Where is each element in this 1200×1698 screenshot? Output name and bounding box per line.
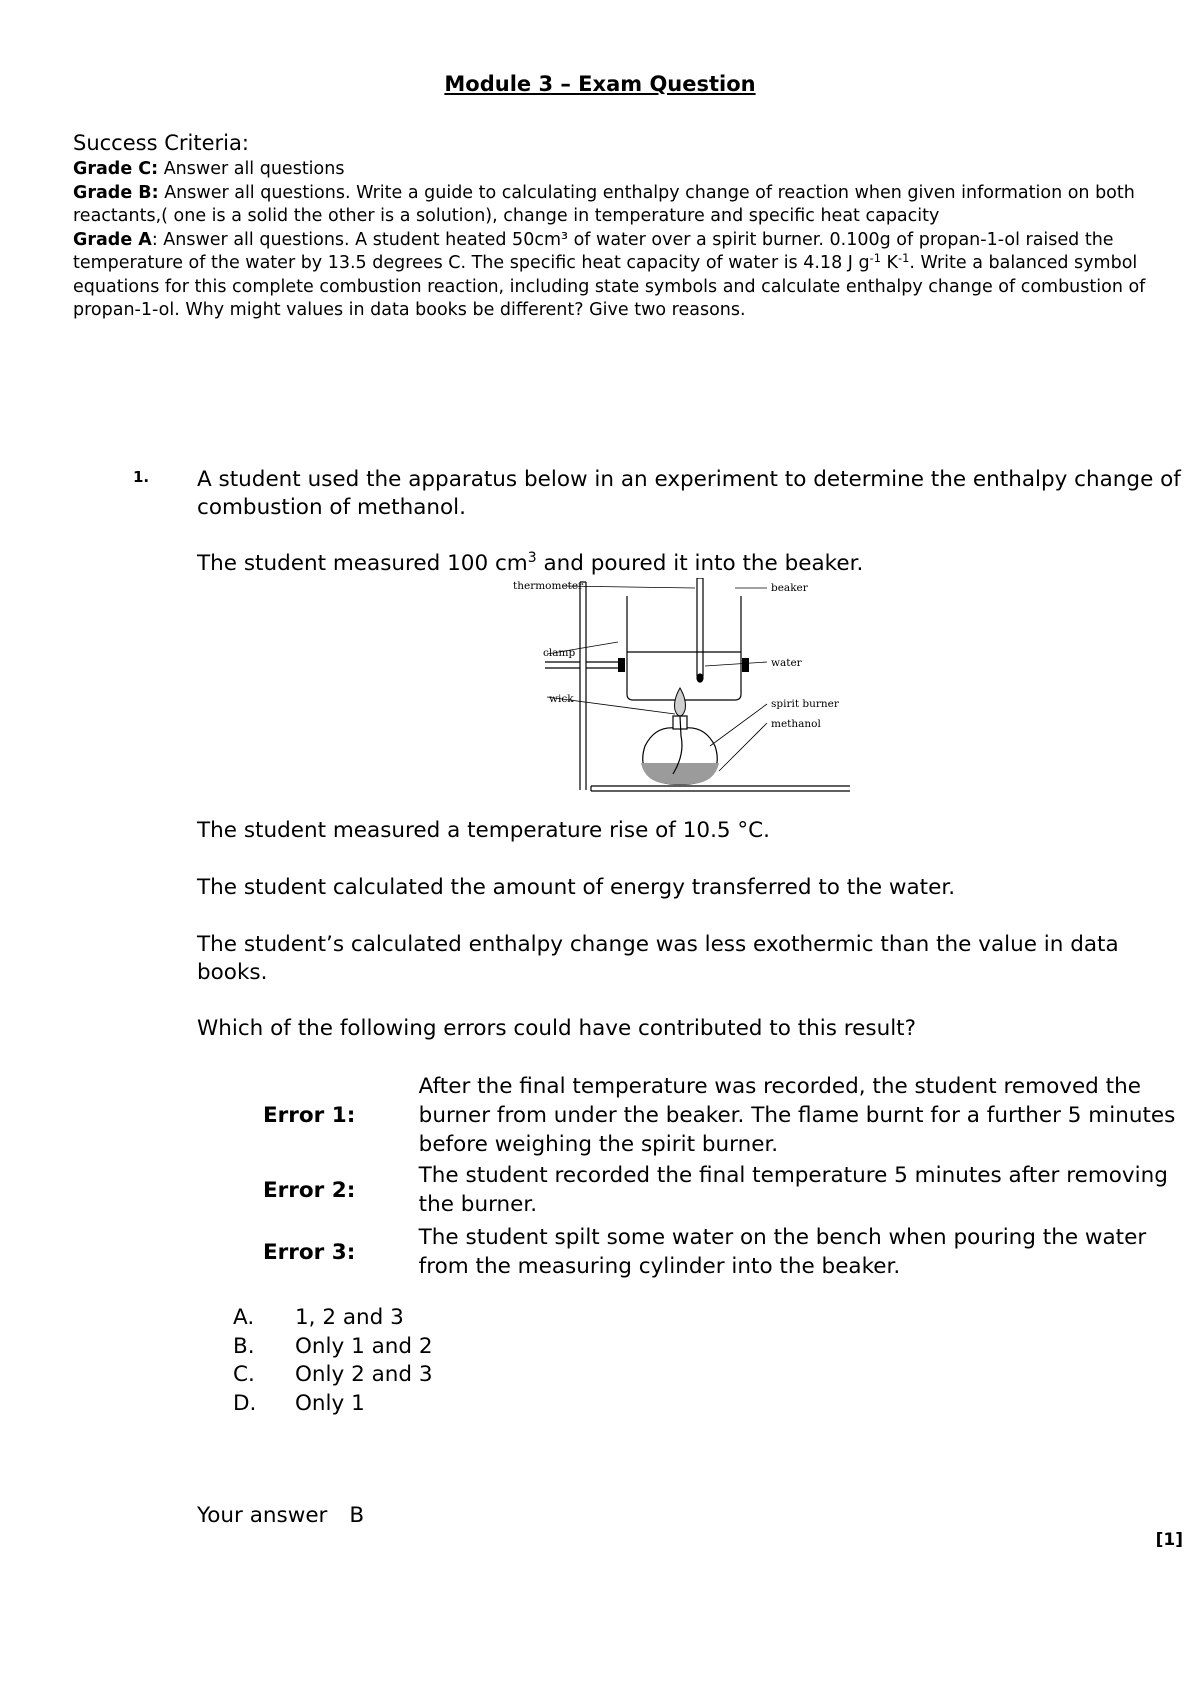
label-beaker: beaker <box>771 582 808 594</box>
error-3-text: The student spilt some water on the bench when pouring the water from the measuring cylinder into the beaker. <box>418 1225 1147 1279</box>
option-a-text: 1, 2 and 3 <box>295 1305 404 1330</box>
option-c <box>233 1361 433 1390</box>
success-criteria <box>73 128 1153 323</box>
energy-text: The student calculated the amount of energy transferred to the water. <box>197 875 956 900</box>
grade-a-label: Grade A <box>73 229 152 250</box>
error-row-3 <box>197 1221 1187 1283</box>
thermometer <box>697 578 703 682</box>
grade-b-label: Grade B: <box>73 182 159 203</box>
error-2-text: The student recorded the final temperature 5 minutes after removing the burner. <box>418 1163 1168 1217</box>
question-number: 1. <box>133 468 150 486</box>
grade-a-text-3: . Write a balanced symbol equations for this complete combustion reaction, including state symbols and calculate enthalpy change of combustion of propan-1-ol. Why might values in data books be different? Give two reasons. <box>73 253 1146 320</box>
page-title: Module 3 – Exam Question <box>444 72 756 96</box>
option-d-letter: D. <box>233 1390 257 1416</box>
flame <box>675 688 686 716</box>
grade-b <box>73 182 1153 229</box>
error-row-1 <box>197 1072 1187 1159</box>
grade-c-text: Answer all questions <box>158 159 345 179</box>
label-methanol: methanol <box>771 718 821 730</box>
error-2-label: Error 2: <box>263 1177 356 1203</box>
error-1-text: After the final temperature was recorded, the student removed the burner from under the beaker. The flame burnt for a further 5 minutes before weighing the spirit burner. <box>418 1074 1176 1157</box>
question-intro: A student used the apparatus below in an experiment to determine the enthalpy change of combustion of methanol. <box>197 467 1181 520</box>
answer-value: B <box>349 1503 365 1528</box>
option-a <box>233 1304 433 1333</box>
grade-c-label: Grade C: <box>73 159 159 179</box>
error-1-label: Error 1: <box>263 1103 356 1128</box>
measured-sup: 3 <box>527 550 537 567</box>
option-d <box>233 1390 433 1419</box>
grade-c <box>73 158 1153 182</box>
clamp-grip-left <box>618 658 625 672</box>
grade-a-text-2: K <box>880 253 898 273</box>
measured-pre: The student measured 100 cm <box>197 551 528 576</box>
question-measured <box>197 550 1187 578</box>
grade-a-text-1: : Answer all questions. A student heated 50cm³ of water over a spirit burner. 0.100g of propan-1-ol raised the temperature of the water by 13.5 degrees C. The specific heat capacity of water is 4.18 J g <box>73 229 1114 273</box>
label-thermometer: thermometer <box>513 580 584 592</box>
answer-label: Your answer <box>197 1503 328 1528</box>
which-text: Which of the following errors could have contributed to this result? <box>197 1016 917 1041</box>
label-spirit-burner: spirit burner <box>771 698 839 710</box>
option-b <box>233 1333 433 1362</box>
answer-options <box>233 1304 433 1418</box>
option-b-text: Only 1 and 2 <box>295 1333 433 1359</box>
grade-a-sup-2: -1 <box>897 250 910 265</box>
label-clamp: clamp <box>543 647 576 659</box>
beaker <box>627 596 741 700</box>
grade-a <box>73 229 1153 323</box>
label-water: water <box>771 657 802 669</box>
option-b-letter: B. <box>233 1333 255 1359</box>
option-a-letter: A. <box>233 1305 255 1330</box>
label-wick: wick <box>549 693 574 705</box>
marks: [1] <box>1155 1530 1183 1550</box>
measured-post: and poured it into the beaker. <box>536 551 864 576</box>
grade-b-text: Answer all questions. Write a guide to calculating enthalpy change of reaction when given information on both reactants,( one is a solid the other is a solution), change in temperature and specific heat capacity <box>73 182 1135 226</box>
option-c-letter: C. <box>233 1362 255 1387</box>
temperature-rise-text: The student measured a temperature rise of 10.5 °C. <box>197 818 771 843</box>
error-row-2 <box>197 1159 1187 1221</box>
clamp-grip-right <box>742 658 749 672</box>
apparatus-diagram <box>505 578 865 796</box>
grade-a-sup-1: -1 <box>869 250 881 265</box>
option-d-text: Only 1 <box>295 1390 365 1416</box>
enthalpy-text: The student’s calculated enthalpy change was less exothermic than the value in data books. <box>197 932 1119 985</box>
your-answer <box>197 1503 364 1528</box>
criteria-heading: Success Criteria: <box>73 131 249 155</box>
option-c-text: Only 2 and 3 <box>295 1362 433 1387</box>
errors-table <box>197 1072 1187 1283</box>
error-3-label: Error 3: <box>263 1239 356 1265</box>
